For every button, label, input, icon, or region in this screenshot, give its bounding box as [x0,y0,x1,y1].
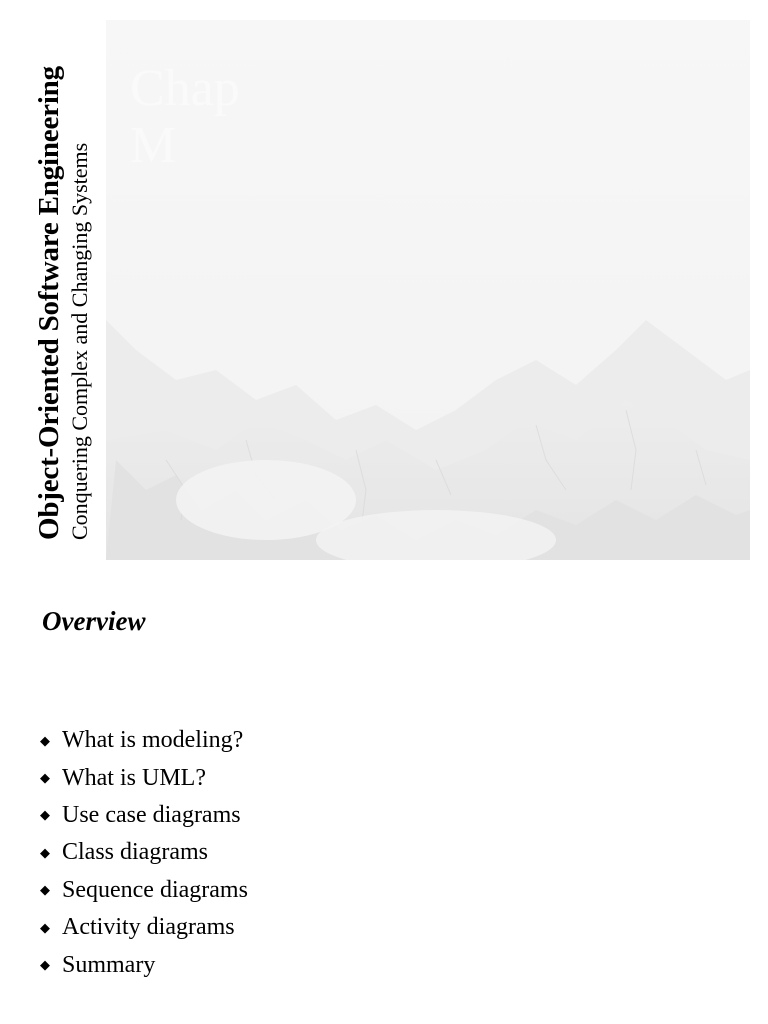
list-item [38,946,248,983]
list-item-text: Use case diagrams [62,801,241,828]
book-title-block [34,20,92,540]
list-item [38,722,248,759]
mountain-banner-image [106,20,750,560]
diamond-bullet-icon: ◆ [40,919,50,935]
book-title: Object-Oriented Software Engineering [33,66,65,540]
list-item-text: Sequence diagrams [62,876,248,903]
list-item-text: Activity diagrams [62,914,235,941]
overview-list [38,722,248,984]
list-item [38,909,248,946]
list-item [38,759,248,796]
diamond-bullet-icon: ◆ [40,770,50,786]
section-heading: Overview [42,606,146,636]
diamond-bullet-icon: ◆ [40,807,50,823]
book-subtitle: Conquering Complex and Changing Systems [67,142,93,540]
chapter-heading-ghost: Chap M [130,60,240,175]
diamond-bullet-icon: ◆ [40,957,50,973]
list-item-text: What is UML? [62,764,206,791]
list-item-text: Summary [62,951,156,978]
list-item [38,872,248,909]
list-item [38,797,248,834]
list-item [38,834,248,871]
diamond-bullet-icon: ◆ [40,732,50,748]
diamond-bullet-icon: ◆ [40,882,50,898]
list-item-text: Class diagrams [62,839,208,866]
list-item-text: What is modeling? [62,727,244,754]
diamond-bullet-icon: ◆ [40,844,50,860]
